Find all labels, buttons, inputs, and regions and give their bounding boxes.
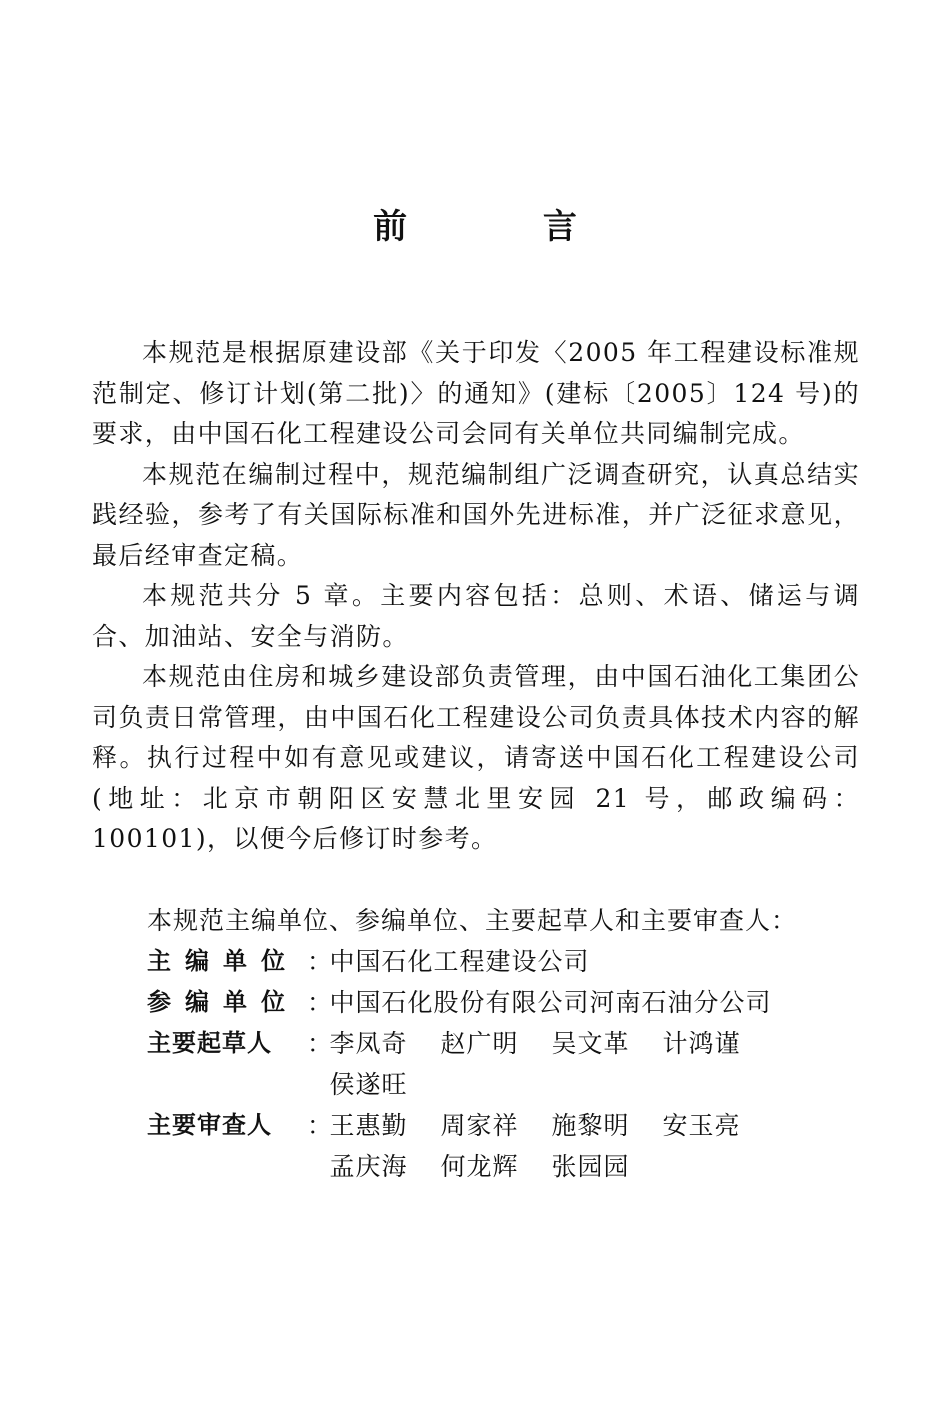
drafters-label xyxy=(147,1023,307,1064)
chief-editor-colon: ： xyxy=(307,947,333,976)
paragraph-contents: 本规范共分 5 章。主要内容包括：总则、术语、储运与调合、加油站、安全与消防。 xyxy=(92,581,860,651)
reviewer-name: 王惠勤 xyxy=(329,1111,408,1140)
reviewer-name: 施黎明 xyxy=(551,1111,630,1140)
credits-intro-row xyxy=(147,900,867,941)
reviewer-name: 孟庆海 xyxy=(329,1152,408,1181)
reviewer-name: 周家祥 xyxy=(440,1111,519,1140)
drafter-name: 李凤奇 xyxy=(329,1029,408,1058)
drafter-name: 赵广明 xyxy=(440,1029,519,1058)
co-editor-label-text: 参编单位 xyxy=(147,988,299,1016)
drafter-name: 吴文革 xyxy=(551,1029,630,1058)
drafters-list xyxy=(330,1023,868,1105)
chief-editor-label-text: 主编单位 xyxy=(147,947,299,975)
credits-intro: 本规范主编单位、参编单位、主要起草人和主要审查人： xyxy=(147,906,798,935)
reviewers-list xyxy=(330,1105,868,1187)
paragraph-basis: 本规范是根据原建设部《关于印发〈2005 年工程建设标准规范制定、修订计划(第二批)〉的通知》(建标〔2005〕124 号)的要求，由中国石化工程建设公司会同有关单位共同编制完成。 xyxy=(92,338,860,448)
page-title: 前 言 xyxy=(373,207,639,247)
chief-editor-value: 中国石化工程建设公司 xyxy=(329,947,590,976)
co-editor-row xyxy=(147,982,867,1023)
preface-body xyxy=(92,333,860,860)
co-editor-value: 中国石化股份有限公司河南石油分公司 xyxy=(329,988,772,1017)
reviewer-name: 何龙辉 xyxy=(440,1152,519,1181)
paragraph-process: 本规范在编制过程中，规范编制组广泛调查研究，认真总结实践经验，参考了有关国际标准和国外先进标准，并广泛征求意见，最后经审查定稿。 xyxy=(92,459,860,570)
reviewers-label-text: 主要审查人 xyxy=(147,1111,272,1139)
reviewer-name: 张园园 xyxy=(551,1152,630,1181)
co-editor-colon: ： xyxy=(307,988,333,1017)
reviewer-name: 安玉亮 xyxy=(662,1111,741,1140)
drafters-row xyxy=(147,1023,867,1105)
paragraph-management: 本规范由住房和城乡建设部负责管理，由中国石油化工集团公司负责日常管理，由中国石化工程建设公司负责具体技术内容的解释。执行过程中如有意见或建议，请寄送中国石化工程建设公司(地址：北京市朝阳区安慧北里安园 21 号，邮政编码：100101)，以便今后修订时参考。 xyxy=(92,662,860,853)
drafters-colon: ： xyxy=(307,1029,333,1058)
chief-editor-label xyxy=(147,941,307,982)
co-editor-label xyxy=(147,982,307,1023)
reviewers-row xyxy=(147,1105,867,1187)
reviewers-colon: ： xyxy=(307,1111,333,1140)
drafters-label-text: 主要起草人 xyxy=(147,1029,272,1057)
drafter-name: 计鸿谨 xyxy=(662,1029,741,1058)
credits-section xyxy=(147,900,867,1187)
drafter-name: 侯遂旺 xyxy=(329,1070,408,1099)
reviewers-label xyxy=(147,1105,307,1146)
chief-editor-row xyxy=(147,941,867,982)
